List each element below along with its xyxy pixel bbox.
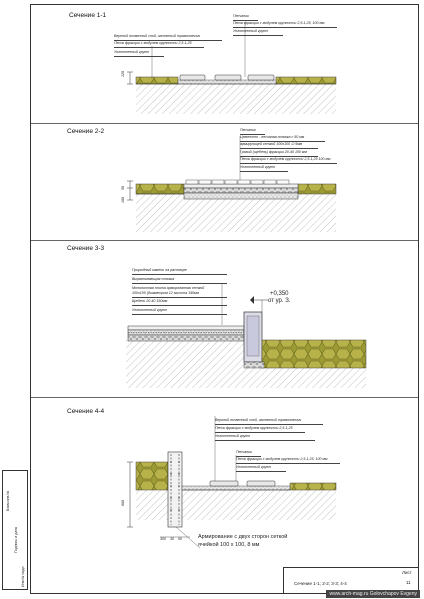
s2-label-gravel: Гравий (щебень) фракции 20-40 100 мм: [240, 150, 307, 154]
s2-label-sandstone: Песчаник: [240, 128, 256, 132]
s4-dimension-50: 50: [178, 537, 182, 541]
section-3-title: Сечение 3-3: [67, 245, 105, 252]
leader-line: [240, 163, 337, 164]
sheet-number: 11: [406, 580, 411, 585]
section-4-title: Сечение 4-4: [67, 408, 105, 415]
leader-line: [215, 424, 323, 425]
sheet-label: Лист: [402, 570, 412, 575]
leader-line: [132, 297, 227, 298]
watermark: www.arch-mag.ru Golovchapov Evgeny: [326, 590, 420, 598]
s1-dimension: 120: [121, 71, 125, 77]
s1-label-topsoil: Верхний почвенный слой, засеянный травосмесью: [114, 34, 201, 38]
s3-label-slab: Монолитная плита армированная сеткой: [132, 286, 205, 290]
leader-line: [240, 148, 318, 149]
s4-label-ground-right: Уплотненный грунт: [236, 465, 272, 469]
leader-line: [114, 56, 164, 57]
s2-label-sand: Песок фракции с модулем крупности 2,5-1,25 100 мм: [240, 157, 331, 161]
s2-label-mesh: армирующей сеткой 100х100 ∅ 5мм: [240, 142, 303, 146]
side-strip-inventory: Инв.№ подл.: [21, 565, 25, 587]
leader-line: [240, 171, 288, 172]
leader-line: [215, 440, 315, 441]
s4-label-sandstone: Песчаник: [236, 450, 252, 454]
s3-label-slab-detail: 100х100 (диаметром 12 высота 150мм: [132, 291, 199, 295]
leader-line: [233, 27, 337, 28]
s4-label-ground: Уплотненный грунт: [215, 434, 251, 438]
s1-label-ground: Уплотненный грунт: [114, 50, 150, 54]
s4-label-sand-100: Песок фракции с модулем крупности 2,5-1,25, 100 мм: [236, 457, 328, 461]
leader-line: [114, 47, 204, 48]
s4-dimension-30: 30: [170, 537, 174, 541]
s4-label-sand: Песок фракции с модулем крупности 2,5-1,25: [215, 426, 293, 430]
s4-label-topsoil: Верхний почвенный слой, засеянный травосмесью: [215, 418, 302, 422]
side-strip-replacement: Взам.инв.№: [6, 490, 10, 511]
s3-label-screed: Выравнивающая стяжка: [132, 277, 175, 281]
leader-line: [233, 35, 283, 36]
s4-dimension-300: 300: [160, 537, 166, 541]
s4-rebar-note-line2: ячейкой 100 х 100, 8 мм: [198, 542, 260, 548]
leader-line: [132, 314, 227, 315]
s3-label-gravel: Щебень 20-40 150мм: [132, 299, 168, 303]
drawing-title: Сечение 1-1; 2-2; 3-3; 4-4: [294, 581, 347, 586]
s3-elevation-value: +0,350: [270, 291, 289, 297]
section-2-title: Сечение 2-2: [67, 128, 105, 135]
s1-label-sand: Песок фракции с модулем крупности 2,5-1,25: [114, 41, 192, 45]
s1-label-sand-100: Песок фракции с модулем крупности 2,5-1,25, 100 мм: [233, 21, 325, 25]
s3-elevation-ref: от ур. З.: [268, 298, 291, 304]
s3-label-ground: Уплотненный грунт: [132, 308, 168, 312]
s2-label-screed: Цементно - песчаная стяжка с 50 мм: [240, 135, 305, 139]
s2-dimension-top: 50: [121, 186, 125, 190]
s4-rebar-note-line1: Армирование с двух сторон сеткой: [198, 534, 288, 540]
s2-label-ground: Уплотненный грунт: [240, 165, 276, 169]
leader-line: [132, 305, 227, 306]
side-strip-signature: Подпись и дата: [14, 527, 18, 553]
leader-line: [215, 432, 305, 433]
s1-label-sandstone: Песчаник: [233, 14, 249, 18]
s2-dimension-bottom: 100: [121, 197, 125, 203]
leader-line: [236, 471, 286, 472]
leader-line: [132, 283, 227, 284]
side-stamp-strip: [2, 470, 28, 590]
s3-label-stone: Природный камень на растворе: [132, 268, 187, 272]
leader-line: [236, 463, 340, 464]
section-1-title: Сечение 1-1: [69, 12, 107, 19]
s4-dimension: 600: [121, 500, 125, 506]
s1-label-ground-right: Уплотненный грунт: [233, 29, 269, 33]
leader-line: [132, 274, 227, 275]
